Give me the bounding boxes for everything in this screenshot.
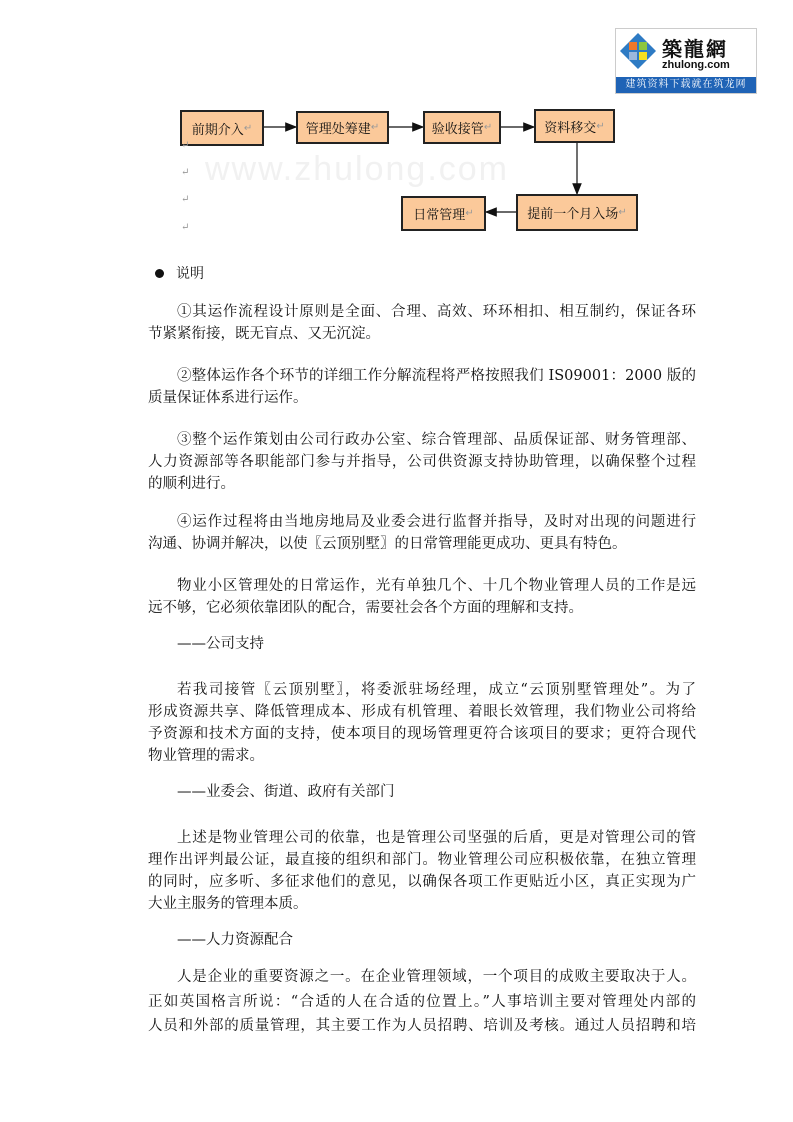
logo-slogan: 建筑资料下载就在筑龙网: [616, 77, 756, 93]
flow-step-4: 资料移交 ↵: [534, 109, 615, 143]
text-line: 人员和外部的质量管理，其主要工作为人员招聘、培训及考核。通过人员招聘和培: [148, 1018, 696, 1034]
flow-step-5: 提前一个月入场 ↵: [516, 194, 638, 231]
text-line: ——人力资源配合: [177, 932, 293, 948]
text-line: 质量保证体系进行运作。: [148, 390, 308, 406]
text-line: 形成资源共享、降低管理成本、形成有机管理、着眼长效管理，我们物业公司将给: [148, 704, 696, 720]
logo-domain: zhulong.com: [662, 59, 730, 71]
paragraph: [148, 965, 696, 1039]
text-line: 远不够，它必须依靠团队的配合，需要社会各个方面的理解和支持。: [148, 600, 583, 616]
paragraph: [148, 301, 696, 345]
text-line: 上述是物业管理公司的依靠，也是管理公司坚强的后盾，更是对管理公司的管: [177, 830, 696, 846]
text-line: ①其运作流程设计原则是全面、合理、高效、环环相扣、相互制约，保证各环: [177, 304, 696, 320]
flowchart-arrows: [0, 0, 793, 260]
text-line: 大业主服务的管理本质。: [148, 896, 308, 912]
text-line: 理作出评判最公证，最直接的组织和部门。物业管理公司应积极依靠，在独立管理: [148, 852, 696, 868]
paragraph-mark: ↵: [181, 194, 190, 205]
section-heading: [148, 633, 696, 655]
paragraph-mark: ↵: [181, 140, 190, 151]
text-line: 予资源和技术方面的支持，使本项目的现场管理更符合该项目的要求；更符合现代: [148, 726, 696, 742]
bullet-label: 说明: [176, 266, 204, 282]
text-line: 正如英国格言所说：“合适的人在合适的位置上。”人事培训主要对管理处内部的: [148, 993, 696, 1010]
flow-step-3: 验收接管 ↵: [423, 111, 501, 144]
text-line: 若我司接管〖云顶别墅〗，将委派驻场经理，成立“云顶别墅管理处”。为了: [177, 682, 696, 698]
flow-step-2: 管理处筹建 ↵: [296, 111, 389, 144]
text-line: ③整个运作策划由公司行政办公室、综合管理部、品质保证部、财务管理部、: [177, 432, 696, 448]
paragraph: [148, 365, 696, 409]
paragraph: [148, 575, 696, 619]
paragraph-mark: ↵: [181, 222, 190, 233]
text-line: 物业小区管理处的日常运作，光有单独几个、十几个物业管理人员的工作是远: [177, 578, 696, 594]
bullet-dot-icon: [155, 269, 164, 278]
paragraph: [148, 827, 696, 915]
text-line: 人是企业的重要资源之一。在企业管理领域，一个项目的成败主要取决于人。: [177, 969, 696, 985]
text-line: ——公司支持: [177, 636, 264, 652]
text-line: ②整体运作各个环节的详细工作分解流程将严格按照我们 IS09001：2000 版的: [177, 368, 696, 384]
section-heading: [148, 781, 696, 803]
text-line: ④运作过程将由当地房地局及业委会进行监督并指导，及时对出现的问题进行: [177, 514, 696, 530]
paragraph: [148, 511, 696, 555]
paragraph: [148, 429, 696, 495]
paragraph: [148, 679, 696, 767]
paragraph-mark: ↵: [181, 167, 190, 178]
text-line: 物业管理的需求。: [148, 748, 264, 764]
flow-step-6: 日常管理 ↵: [401, 196, 486, 231]
text-line: 节紧紧衔接，既无盲点、又无沉淀。: [148, 326, 380, 342]
text-line: 人力资源部等各职能部门参与并指导，公司供资源支持协助管理，以确保整个过程: [148, 454, 696, 470]
text-line: 的顺利进行。: [148, 476, 235, 492]
watermark: www.zhulong.com: [205, 150, 510, 188]
flow-step-1: 前期介入 ↵: [180, 110, 264, 146]
bullet-heading: [155, 263, 204, 283]
text-line: 沟通、协调并解决，以使〖云顶别墅〗的日常管理能更成功、更具有特色。: [148, 536, 627, 552]
logo-name: 築龍網: [662, 37, 728, 61]
section-heading: [148, 929, 696, 951]
text-line: 的同时，应多听、多征求他们的意见，以确保各项工作更贴近小区，真正实现为广: [148, 874, 696, 890]
text-line: ——业委会、街道、政府有关部门: [177, 784, 395, 800]
